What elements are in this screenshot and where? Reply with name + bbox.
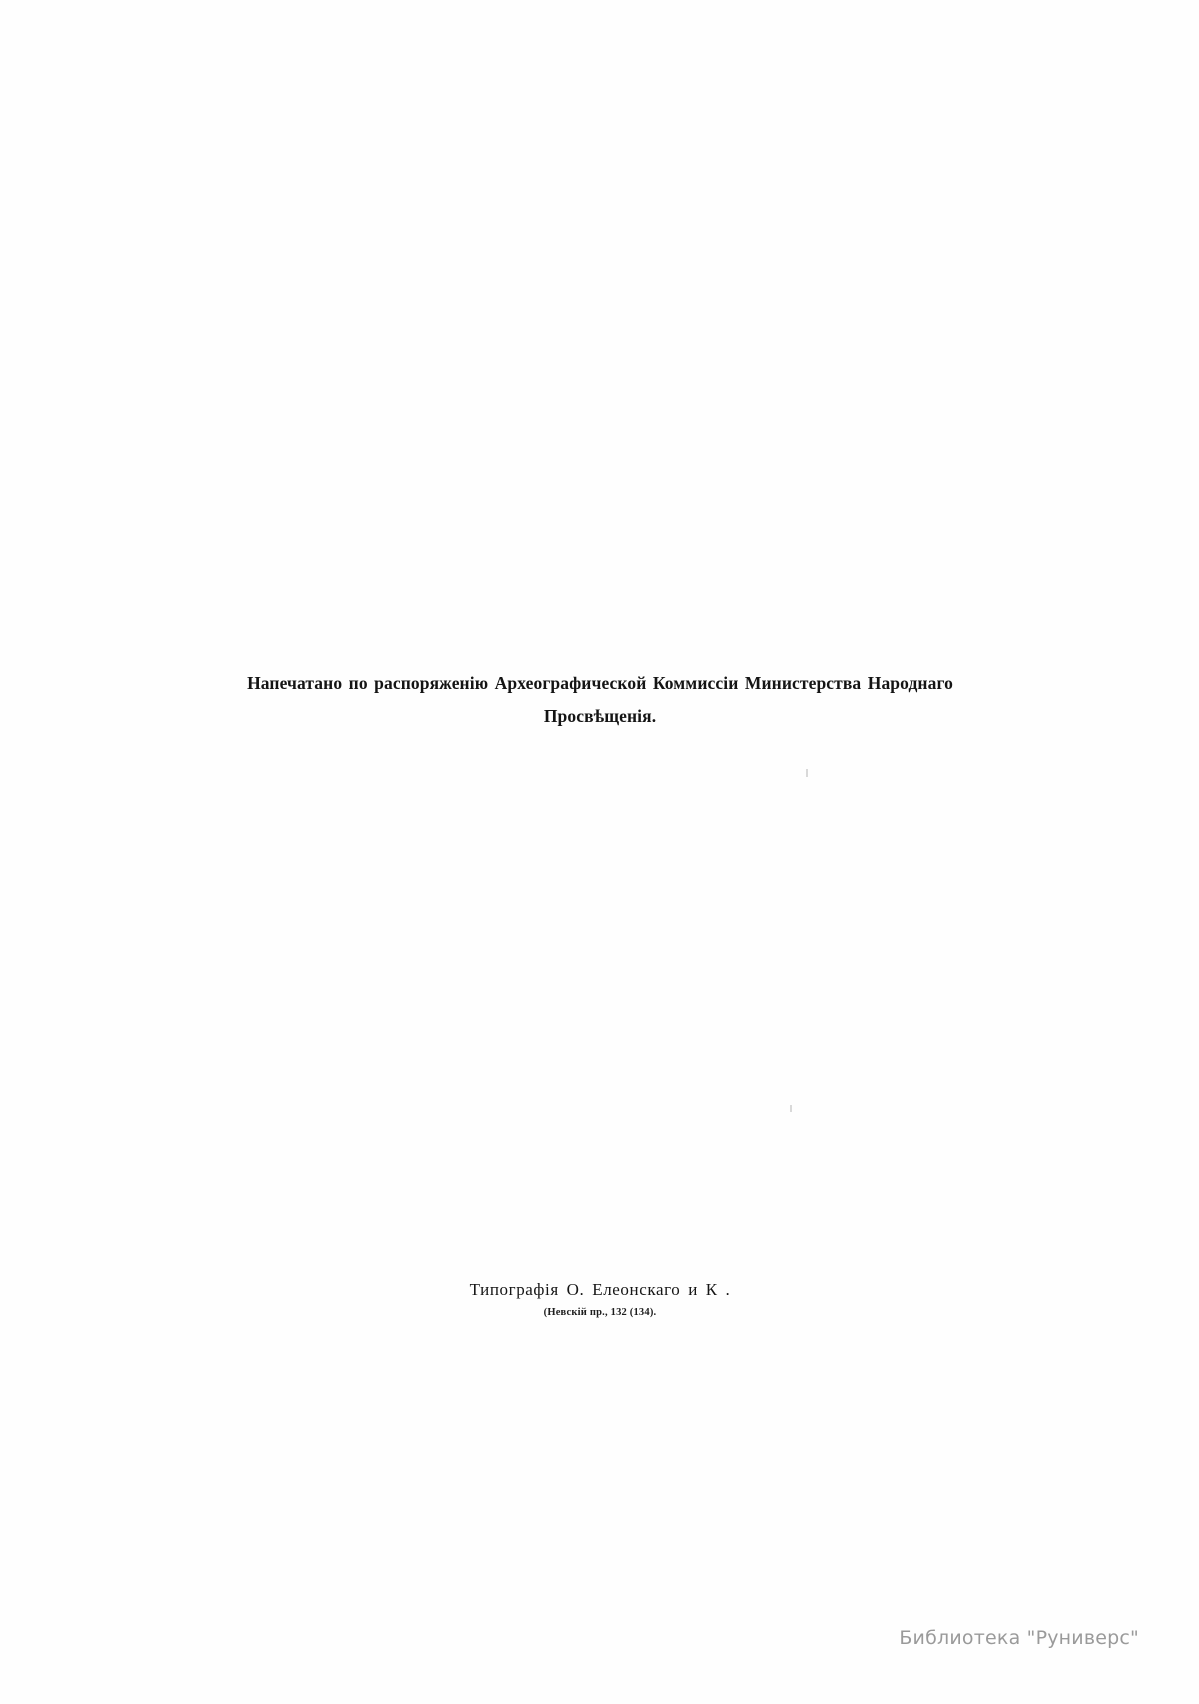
library-watermark: Библиотека "Руниверс" — [899, 1627, 1139, 1649]
scan-speck-lower — [790, 1105, 792, 1112]
printer-colophon — [300, 1280, 900, 1318]
publication-notice-line-2: Просвѣщенія. — [543, 705, 657, 726]
scan-speck-upper — [806, 769, 808, 777]
publication-notice-line-1: Напечатано по распоряженію Археографической Коммиссіи Министерства Народнаго — [247, 673, 953, 693]
publication-notice — [190, 668, 1010, 731]
printer-address: (Невскій пр., 132 (134). — [543, 1307, 657, 1318]
printer-name: Типографія О. Елеонскаго и К . — [469, 1280, 731, 1299]
